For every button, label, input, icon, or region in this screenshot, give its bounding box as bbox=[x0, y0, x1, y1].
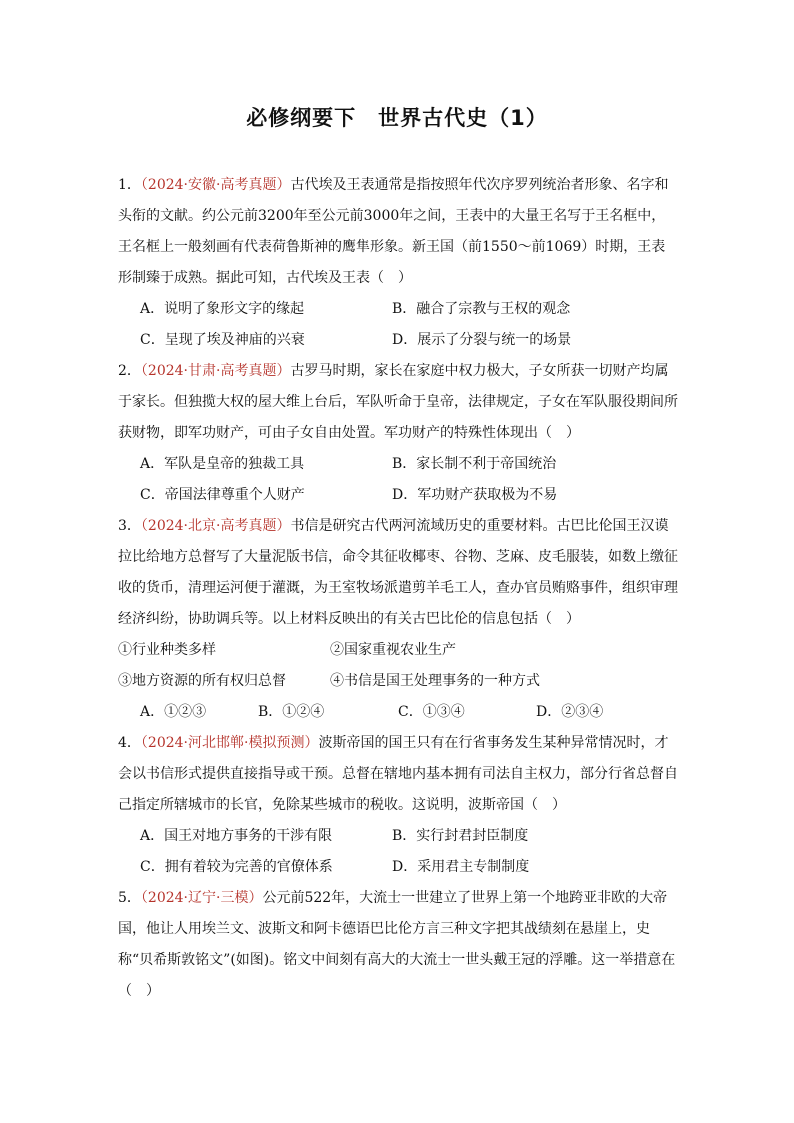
statement-3: ③地方资源的所有权归总督 bbox=[118, 673, 286, 689]
option-c[interactable]: C．帝国法律尊重个人财产 bbox=[140, 487, 305, 503]
question-2 bbox=[118, 356, 678, 511]
question-number: 4． bbox=[118, 735, 141, 751]
question-3 bbox=[118, 511, 678, 728]
question-list bbox=[118, 170, 678, 1007]
question-text: 古罗马时期，家长在家庭中权力极大，子女所获一切财产均属于家长。但独揽大权的屋大维上台后，军队听命于皇帝，法律规定，子女在军队服役期间所获财物，即军功财产，可由子女自由处置。军功财产的特殊性体现出（ ） bbox=[118, 363, 678, 441]
answer-options bbox=[118, 449, 678, 511]
option-a[interactable]: A．军队是皇帝的独裁工具 bbox=[140, 456, 305, 472]
question-source: （2024·北京·高考真题） bbox=[140, 518, 291, 534]
option-b[interactable]: B．融合了宗教与王权的观念 bbox=[392, 301, 571, 317]
question-number: 5． bbox=[118, 890, 141, 906]
question-source: （2024·河北邯郸·模拟预测） bbox=[140, 735, 319, 751]
question-text: 古代埃及王表通常是指按照年代次序罗列统治者形象、名字和头衔的文献。约公元前3200年至公元前3000年之间，王表中的大量王名写于王名框中，王名框上一般刻画有代表荷鲁斯神的鹰隼形象。新王国（前1550～前1069）时期，王表形制臻于成熟。据此可知，古代埃及王表（ ） bbox=[118, 177, 669, 286]
question-5 bbox=[118, 883, 678, 1007]
option-c[interactable]: C．①③④ bbox=[398, 704, 465, 720]
option-b[interactable]: B．家长制不利于帝国统治 bbox=[392, 456, 557, 472]
question-4 bbox=[118, 728, 678, 883]
option-d[interactable]: D．采用君主专制制度 bbox=[392, 859, 530, 875]
statement-2: ②国家重视农业生产 bbox=[330, 642, 456, 658]
statement-1: ①行业种类多样 bbox=[118, 642, 216, 658]
question-1 bbox=[118, 170, 678, 356]
option-b[interactable]: B．实行封君封臣制度 bbox=[392, 828, 529, 844]
question-source: （2024·甘肃·高考真题） bbox=[140, 363, 291, 379]
answer-options bbox=[118, 294, 678, 356]
option-a[interactable]: A．国王对地方事务的干涉有限 bbox=[140, 828, 333, 844]
option-a[interactable]: A．说明了象形文字的缘起 bbox=[140, 301, 305, 317]
option-d[interactable]: D．②③④ bbox=[536, 704, 604, 720]
statement-4: ④书信是国王处理事务的一种方式 bbox=[330, 673, 540, 689]
option-a[interactable]: A．①②③ bbox=[140, 704, 207, 720]
statement-list bbox=[118, 635, 678, 697]
option-c[interactable]: C．拥有着较为完善的官僚体系 bbox=[140, 859, 333, 875]
question-number: 1． bbox=[118, 177, 141, 193]
question-text: 公元前522年，大流士一世建立了世界上第一个地跨亚非欧的大帝国，他让人用埃兰文、波斯文和阿卡德语巴比伦方言三种文字把其战绩刻在悬崖上，史称“贝希斯敦铭文”(如图)。铭文中间刻有高大的大流士一世头戴王冠的浮雕。这一举措意在（ ） bbox=[118, 890, 676, 999]
question-source: （2024·辽宁·三模） bbox=[140, 890, 263, 906]
question-text: 波斯帝国的国王只有在行省事务发生某种异常情况时，才会以书信形式提供直接指导或干预。总督在辖地内基本拥有司法自主权力，部分行省总督自己指定所辖城市的长官，免除某些城市的税收。这说明，波斯帝国（ ） bbox=[118, 735, 678, 813]
question-source: （2024·安徽·高考真题） bbox=[140, 177, 291, 193]
option-d[interactable]: D．展示了分裂与统一的场景 bbox=[392, 332, 572, 348]
page-title: 必修纲要下 世界古代史（1） bbox=[246, 106, 548, 130]
question-text: 书信是研究古代两河流域历史的重要材料。古巴比伦国王汉谟拉比给地方总督写了大量泥版书信，命令其征收椰枣、谷物、芝麻、皮毛服装，如数上缴征收的货币，清理运河便于灌溉，为王室牧场派遣剪羊毛工人，查办官员贿赂事件，组织审理经济纠纷，协助调兵等。以上材料反映出的有关古巴比伦的信息包括（ ） bbox=[118, 518, 678, 627]
question-number: 2． bbox=[118, 363, 141, 379]
answer-options bbox=[118, 821, 678, 883]
question-number: 3． bbox=[118, 518, 141, 534]
option-b[interactable]: B．①②④ bbox=[258, 704, 325, 720]
option-d[interactable]: D．军功财产获取极为不易 bbox=[392, 487, 558, 503]
answer-options bbox=[118, 697, 678, 728]
option-c[interactable]: C．呈现了埃及神庙的兴衰 bbox=[140, 332, 305, 348]
